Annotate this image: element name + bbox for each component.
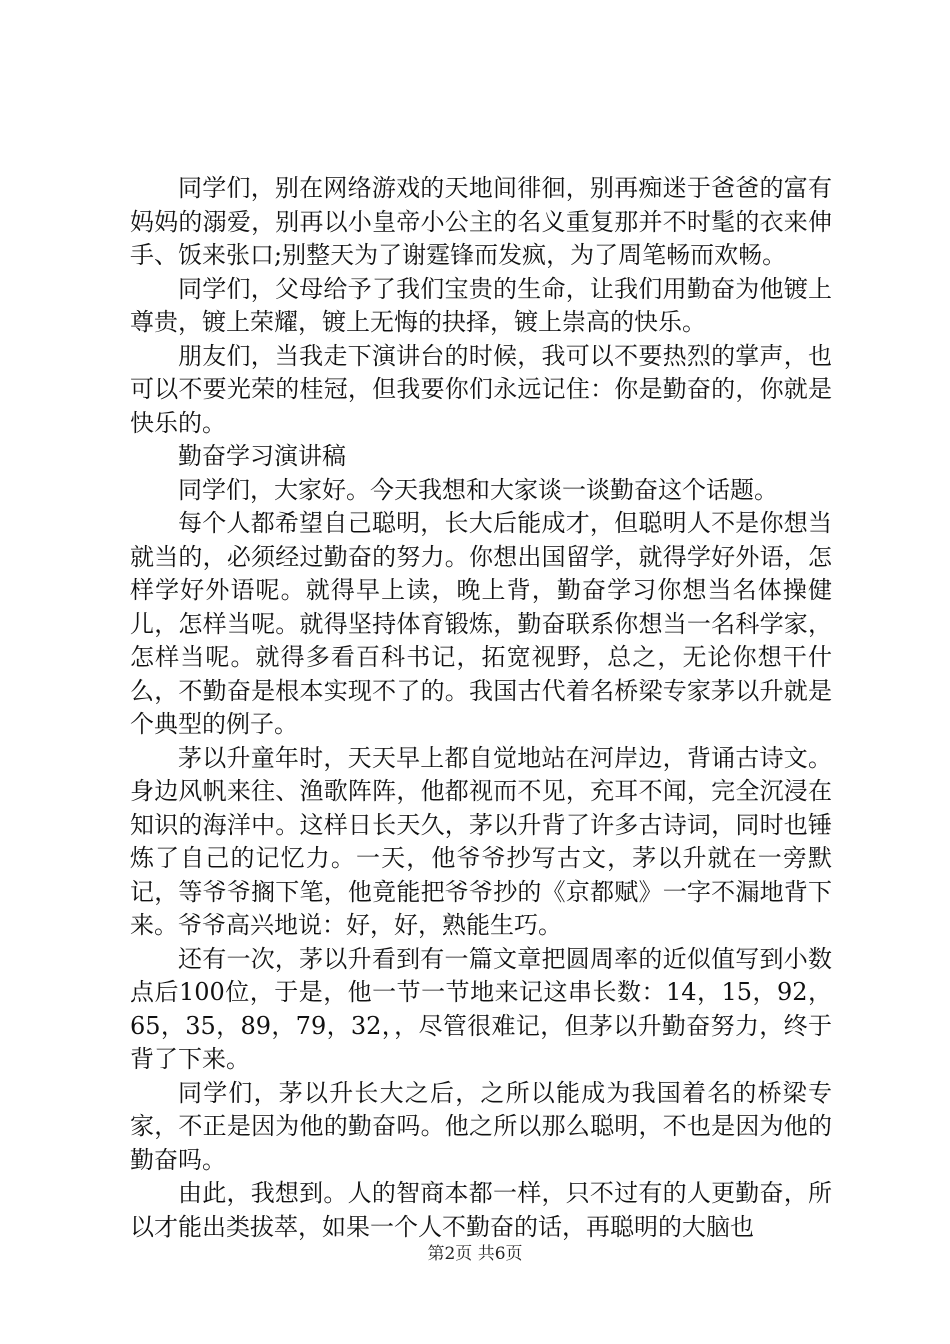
document-body [130, 172, 832, 1244]
section-heading: 勤奋学习演讲稿 [178, 442, 346, 470]
paragraph: 朋友们，当我走下演讲台的时候，我可以不要热烈的掌声，也可以不要光荣的桂冠，但我要你们永远记住：你是勤奋的，你就是快乐的。 [130, 341, 832, 437]
page-number-footer: 第2页 共6页 [427, 1244, 523, 1264]
paragraph: 由此，我想到。人的智商本都一样，只不过有的人更勤奋，所以才能出类拔萃，如果一个人不勤奋的话，再聪明的大脑也 [130, 1179, 832, 1241]
paragraph: 还有一次，茅以升看到有一篇文章把圆周率的近似值写到小数点后100位，于是，他一节一节地来记这串长数：14，15，92，65，35，89，79，32，，尽管很难记，但茅以升勤奋努力，终于背了下来。 [130, 944, 832, 1073]
paragraph: 同学们，父母给予了我们宝贵的生命，让我们用勤奋为他镀上尊贵，镀上荣耀，镀上无悔的抉择，镀上崇高的快乐。 [130, 274, 832, 336]
paragraph: 茅以升童年时，天天早上都自觉地站在河岸边，背诵古诗文。身边风帆来往、渔歌阵阵，他都视而不见，充耳不闻，完全沉浸在知识的海洋中。这样日长天久，茅以升背了许多古诗词，同时也锤炼了自己的记忆力。一天，他爷爷抄写古文，茅以升就在一旁默记，等爷爷搁下笔，他竟能把爷爷抄的《京都赋》一字不漏地背下来。爷爷高兴地说：好，好，熟能生巧。 [130, 743, 832, 939]
paragraph: 同学们，茅以升长大之后，之所以能成为我国着名的桥梁专家，不正是因为他的勤奋吗。他之所以那么聪明，不也是因为他的勤奋吗。 [130, 1078, 832, 1174]
paragraph: 每个人都希望自己聪明，长大后能成才，但聪明人不是你想当就当的，必须经过勤奋的努力。你想出国留学，就得学好外语，怎样学好外语呢。就得早上读，晚上背，勤奋学习你想当名体操健儿，怎样当呢。就得坚持体育锻炼，勤奋联系你想当一名科学家，怎样当呢。就得多看百科书记，拓宽视野，总之，无论你想干什么，不勤奋是根本实现不了的。我国古代着名桥梁专家茅以升就是个典型的例子。 [130, 509, 832, 738]
paragraph: 同学们，大家好。今天我想和大家谈一谈勤奋这个话题。 [178, 475, 778, 504]
paragraph: 同学们，别在网络游戏的天地间徘徊，别再痴迷于爸爸的富有妈妈的溺爱，别再以小皇帝小公主的名义重复那并不时髦的衣来伸手、饭来张口;别整天为了谢霆锋而发疯，为了周笔畅而欢畅。 [130, 174, 832, 269]
